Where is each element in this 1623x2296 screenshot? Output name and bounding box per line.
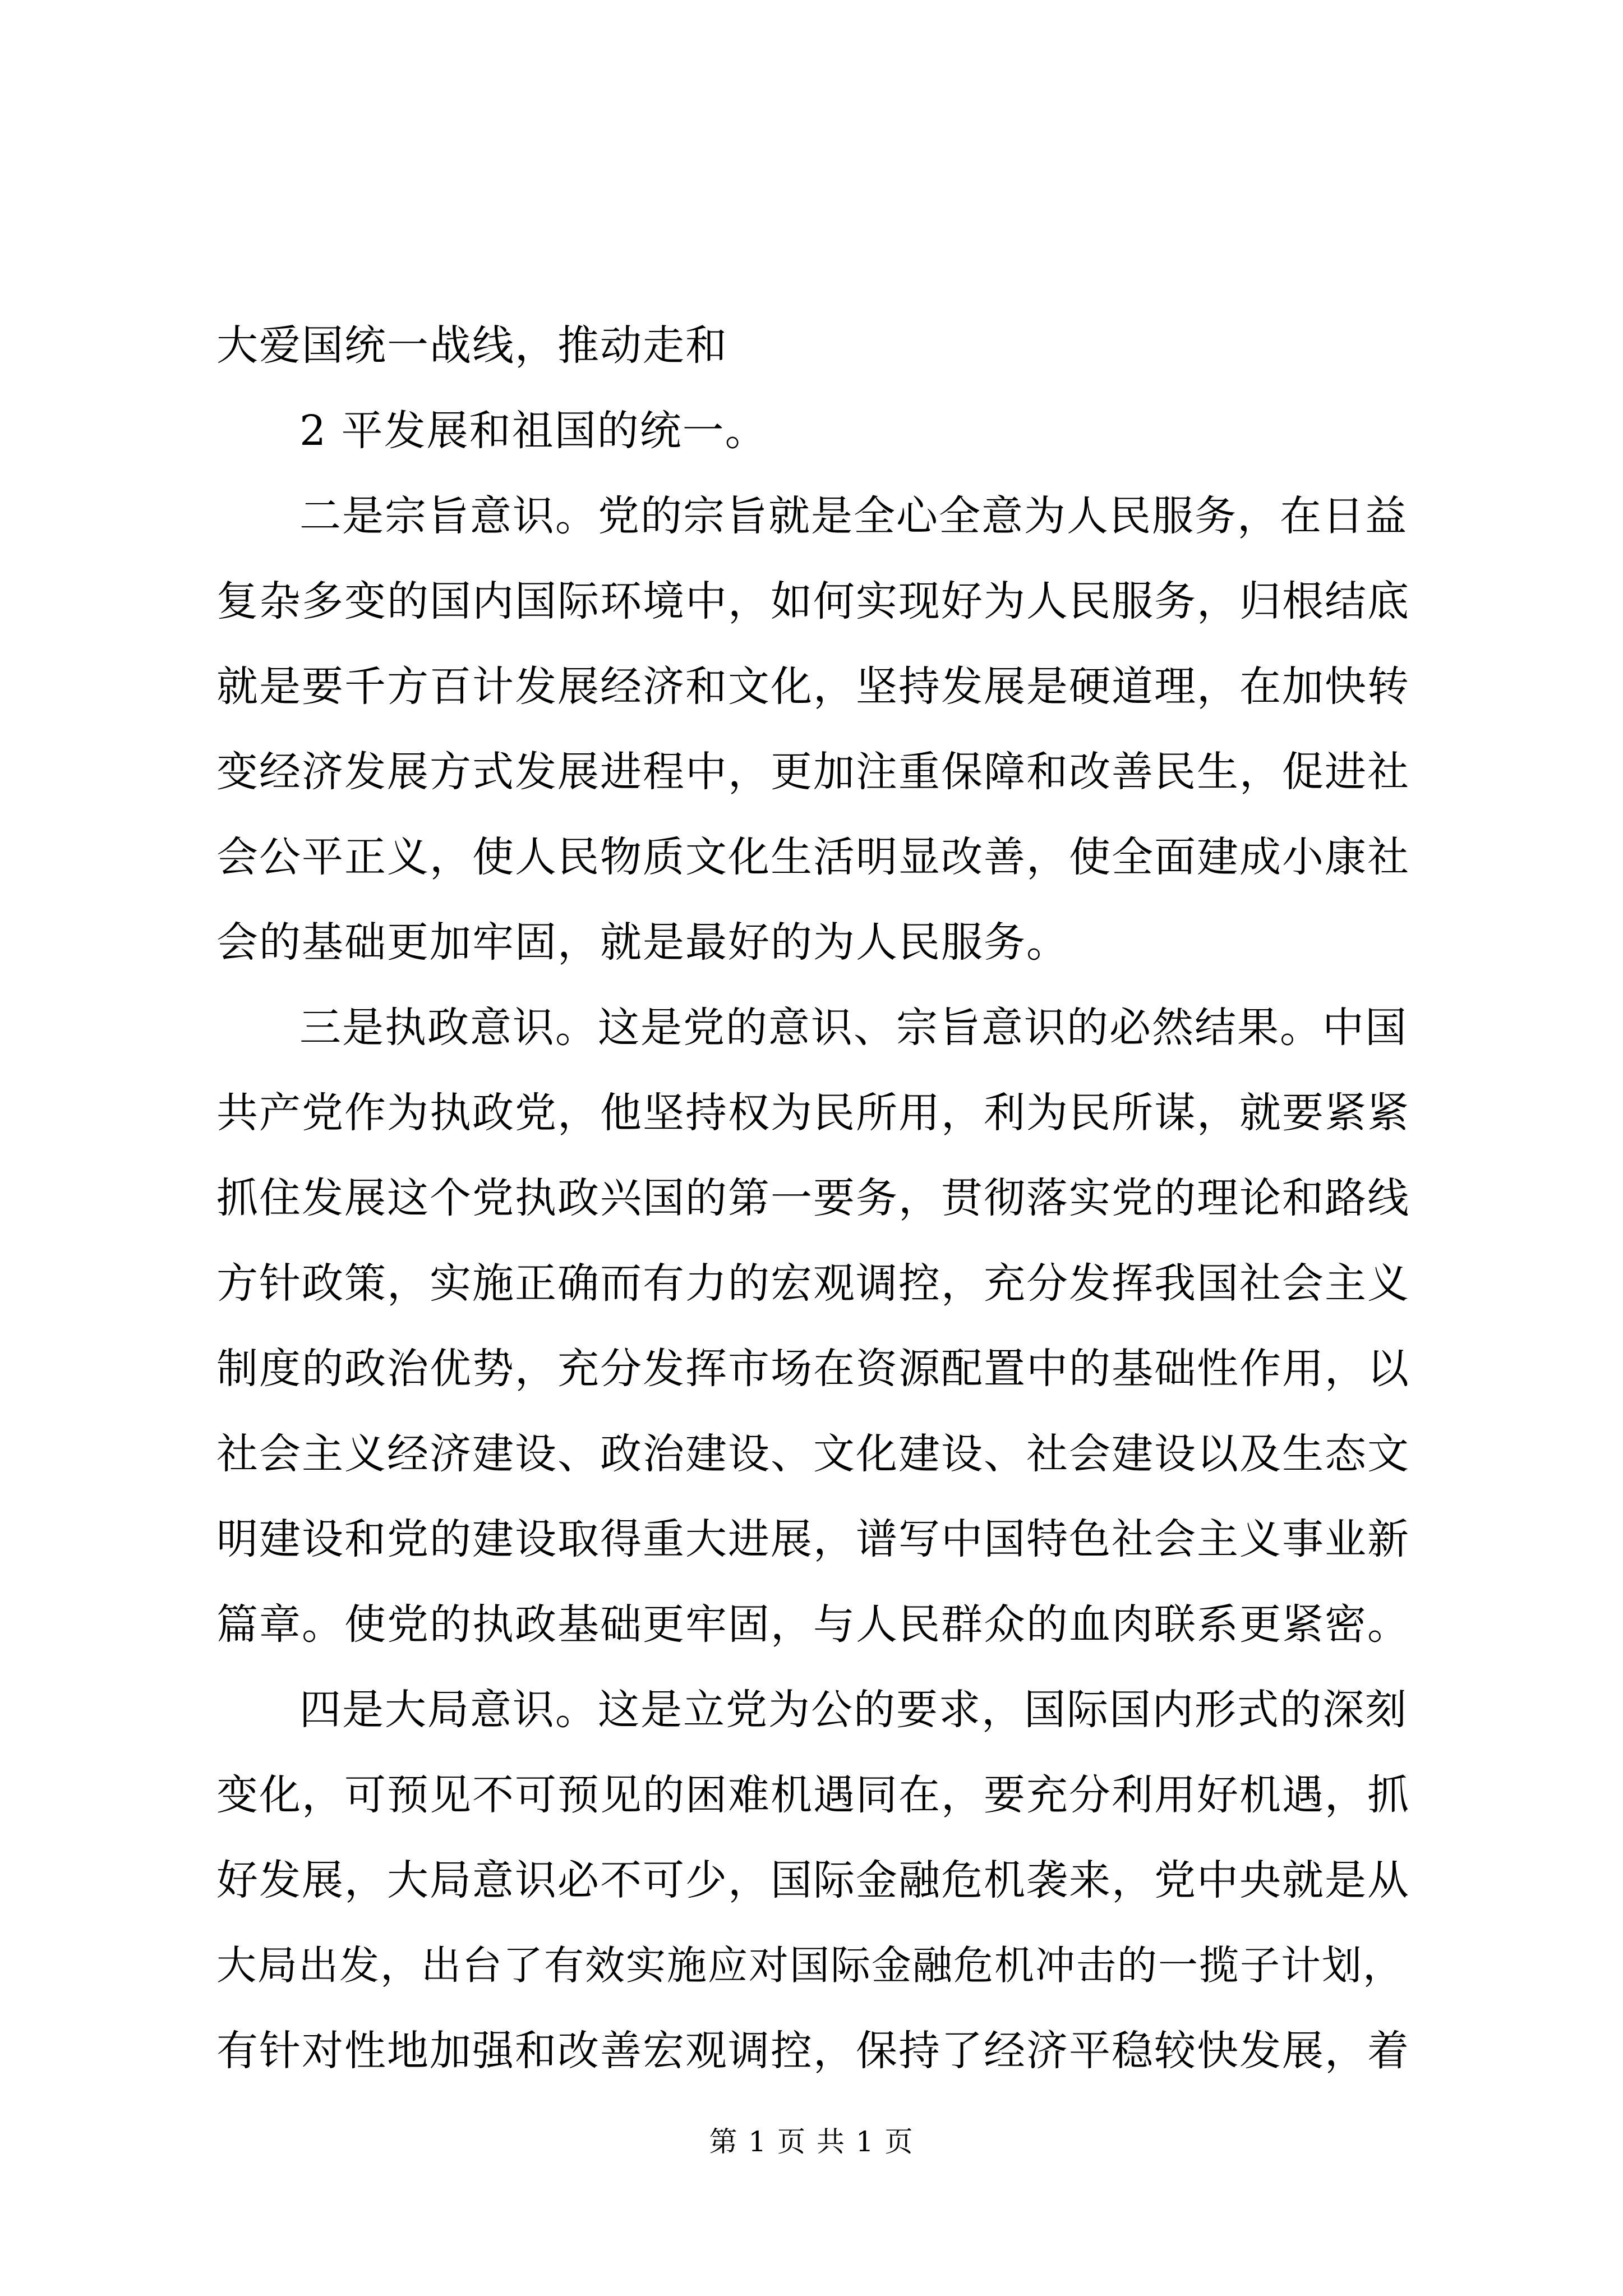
text-line-19: 好发展，大局意识必不可少，国际金融危机袭来，党中央就是从 [216,1856,1410,1904]
text-line-14: 社会主义经济建设、政治建设、文化建设、社会建设以及生态文 [216,1430,1410,1478]
text-line-20: 大局出发，出台了有效实施应对国际金融危机冲击的一揽子计划， [216,1942,1404,1989]
text-line-12: 方针政策，实施正确而有力的宏观调控，充分发挥我国社会主义 [216,1259,1410,1308]
text-line-11: 抓住发展这个党执政兴国的第一要务，贯彻落实党的理论和路线 [216,1174,1410,1222]
paragraph-purpose-awareness-start: 二是宗旨意识。党的宗旨就是全心全意为人民服务，在日益 [299,492,1408,540]
document-body [216,303,1417,2093]
paragraph-governing-awareness-start: 三是执政意识。这是党的意识、宗旨意识的必然结果。中国 [299,1004,1408,1052]
text-line-13: 制度的政治优势，充分发挥市场在资源配置中的基础性作用，以 [216,1345,1410,1393]
text-line-18: 变化，可预见不可预见的困难机遇同在，要充分利用好机遇，抓 [216,1771,1410,1819]
text-line-10: 共产党作为执政党，他坚持权为民所用，利为民所谋，就要紧紧 [216,1089,1410,1137]
text-line-5: 就是要千方百计发展经济和文化，坚持发展是硬道理，在加快转 [216,662,1410,711]
text-line-6: 变经济发展方式发展进程中，更加注重保障和改善民生，促进社 [216,748,1410,796]
text-line-15: 明建设和党的建设取得重大进展，谱写中国特色社会主义事业新 [216,1515,1410,1563]
text-line-4: 复杂多变的国内国际环境中，如何实现好为人民服务，归根结底 [216,577,1410,625]
paragraph-overall-awareness-start: 四是大局意识。这是立党为公的要求，国际国内形式的深刻 [299,1686,1408,1734]
text-line-16: 篇章。使党的执政基础更牢固，与人民群众的血肉联系更紧密。 [216,1600,1410,1649]
text-line-21: 有针对性地加强和改善宏观调控，保持了经济平稳较快发展，着 [216,2027,1410,2075]
text-line-8: 会的基础更加牢固，就是最好的为人民服务。 [216,918,1069,967]
text-line-2: 2 平发展和祖国的统一。 [299,407,768,455]
text-line-1: 大爱国统一战线，推动走和 [216,321,728,370]
text-line-7: 会公平正义，使人民物质文化生活明显改善，使全面建成小康社 [216,833,1410,881]
page-footer: 第 1 页 共 1 页 [709,2125,914,2158]
